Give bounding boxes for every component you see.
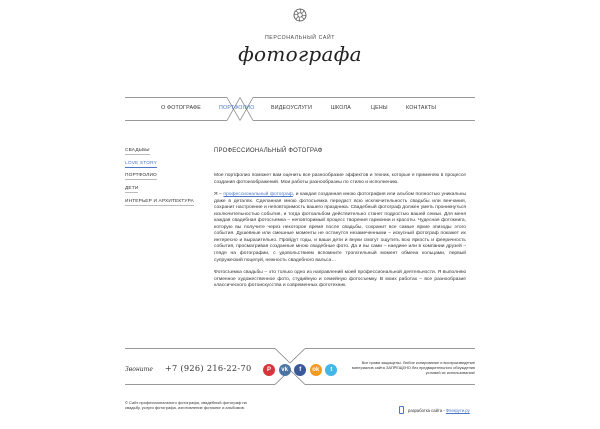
developer-prefix: разработка сайта - [408,407,445,413]
vk-icon[interactable]: vk [279,364,291,376]
sidebar [125,145,205,208]
logo-subtitle: ПЕРСОНАЛЬНЫЙ САЙТ [264,35,336,41]
phone-icon [399,406,404,414]
sidebar-item-weddings[interactable] [125,145,205,158]
twitter-icon[interactable]: t [325,364,337,376]
body-paragraph [214,192,466,264]
nav-item-prices[interactable]: ЦЕНЫ [371,105,388,111]
sidebar-item-label: ДЕТИ [125,186,139,192]
logo-title: фотографа [238,42,362,66]
copyright-text: © Сайт профессионального фотографа, свадебный фотограф на свадьбу, услуги фотографа, изготовление фотокниг и альбомов. [125,400,247,411]
sidebar-item-label: СВАДЬБЫ [125,148,150,153]
nav-item-video[interactable]: ВИДЕОУСЛУГИ [271,105,313,111]
odnoklassniki-icon[interactable]: ok [310,364,322,376]
facebook-icon[interactable]: f [294,364,306,376]
rights-notice: Все права защищены. Любое копирование и воспроизведение материалов сайта ЗАПРЕЩЕНО без предварительного обсуждения условий их использования! [351,360,475,375]
nav-item-portfolio[interactable]: ПОРТФОЛИО [219,105,255,111]
sidebar-item-label: LOVE STORY [125,160,157,166]
sidebar-item-label: ПОРТФОЛИО [125,173,157,179]
contact-phone [125,363,252,373]
paragraph-text: , и каждая созданная мною фотография или альбом полностью уникальны даже в деталях. Сделанная мною фотосъемка передаст всю исключительность свадьбы или венчания, сохранит настроение и неповторимость вашего праздника. Свадебный фотограф должен уметь проникнуться исключительностью события, и тогда фотоальбом действительно станет подростью вашей семьи. Для меня каждая свадебная фотосъемка – неповторимый процесс творения гармонии и красоты. Чудесная фотокнига, которую вы получите через некоторое время после свадьбы, сохранит все самые яркие эпизоды этого события. Душевные или смешные моменты не останутся незамеченными – искусный фотограф покажет их интересно и выразительно. Пройдут годы, и ваши дети и внуки смогут ощутить всю яркость и фееричность события, просматривая созданные мною свадебные фото. Да и вы сами – наедине или в компании друзей – глядя на фотографии, с удовольствием вспомните трогательный момент обмена кольцами, первый супружеский поцелуй, нежность свадебного вальса… [214,192,467,263]
closing-paragraph: Фотосъемка свадьбы – это только одно из направлений моей профессиональной деятельности. Я выполняю отменное художественное фото, студийную и семейную фотосъемку. В моих работах – все разнообразие классического фотоискусства и современных фототехник. [214,270,466,289]
paragraph-prefix: Я – [214,192,224,198]
nav-item-contacts[interactable]: КОНТАКТЫ [406,105,437,111]
intro-paragraph: Мое портфолио поможет вам оценить все разнообразие эффектов и техник, которые я применяю в процессе создания фотоизображений. Мои работы разнообразны по стилю и исполнению. [214,173,466,185]
developer-credit [399,406,470,414]
sidebar-item-love-story[interactable] [125,158,205,171]
pinterest-icon[interactable]: P [263,364,275,376]
sidebar-item-portfolio[interactable] [125,170,205,183]
phone-number[interactable]: +7 (926) 216-22-70 [164,363,252,373]
sidebar-item-interior[interactable] [125,196,205,209]
sidebar-item-label: ИНТЕРЬЕР И АРХИТЕКТУРА [125,198,195,204]
call-label: Звоните [125,366,153,373]
photographer-link[interactable]: профессиональный фотограф [223,192,293,198]
camera-aperture-icon [293,8,307,22]
nav-item-about[interactable]: О ФОТОГРАФЕ [161,105,202,111]
sidebar-item-children[interactable] [125,183,205,196]
main-nav [125,97,475,121]
site-logo[interactable] [0,8,600,66]
page-title: ПРОФЕССИОНАЛЬНЫЙ ФОТОГРАФ [214,148,323,154]
main-content [214,148,466,290]
social-links [263,364,341,376]
nav-item-school[interactable]: ШКОЛА [331,105,351,111]
developer-link[interactable]: Флекрути.ру [445,407,470,413]
